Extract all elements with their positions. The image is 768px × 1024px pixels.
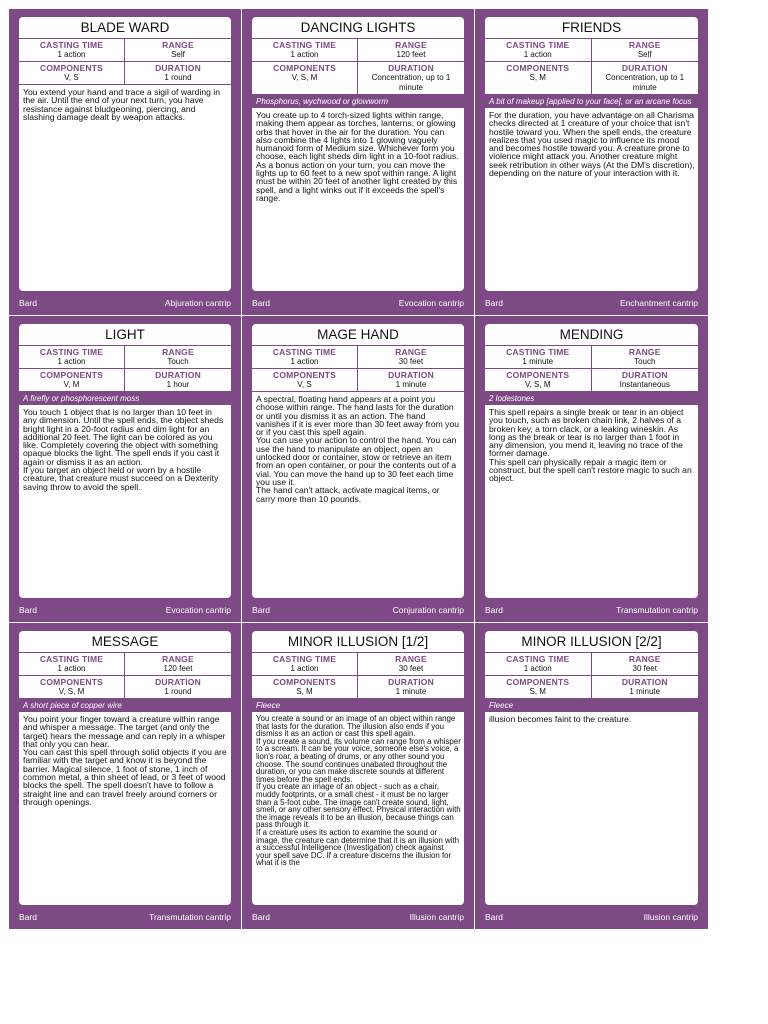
- card-footer: [252, 293, 464, 315]
- duration-cell: [592, 676, 699, 698]
- casting-time-value: 1 action: [523, 664, 552, 673]
- duration-value: 1 round: [164, 73, 192, 82]
- duration-value: 1 minute: [629, 687, 661, 696]
- range-value: Touch: [634, 357, 656, 366]
- components-cell: [19, 369, 125, 391]
- class-name: Bard: [19, 912, 37, 922]
- duration-label: DURATION: [388, 63, 434, 73]
- material-component: Fleece: [485, 699, 698, 712]
- components-value: S, M: [529, 73, 546, 82]
- spell-title: MINOR ILLUSION [1/2]: [252, 631, 464, 653]
- description-paragraph: You create up to 4 torch-sized lights within range, making them appear as torches, lanterns, or glowing orbs that hover in the air for the duration. You can also combine the 4 lights into 1 glowing vaguely humanoid form of Medium size. Whichever form you choose, each light sheds dim light in a 10-foot radius.: [256, 110, 459, 162]
- description-paragraph: If you target an object held or worn by a hostile creature, that creature must succeed on a Dexterity saving throw to avoid the spell.: [23, 465, 219, 492]
- card-body: [485, 631, 698, 905]
- spell-description: [252, 108, 464, 202]
- description-paragraph: As a bonus action on your turn, you can move the lights up to 60 feet to a new spot within range. A light must be within 20 feet of another light created by this spell, and a light winks out if it exceeds the spell's range.: [256, 159, 458, 203]
- components-value: V, S: [64, 73, 79, 82]
- casting-time-cell: [485, 346, 592, 369]
- casting-time-value: 1 action: [523, 50, 552, 59]
- spell-stats: [19, 39, 231, 85]
- card-body: [252, 324, 464, 598]
- duration-label: DURATION: [155, 63, 201, 73]
- duration-value: 1 hour: [166, 380, 190, 389]
- casting-time-label: CASTING TIME: [506, 40, 570, 50]
- range-label: RANGE: [628, 654, 661, 664]
- components-cell: [485, 369, 592, 391]
- components-value: S, M: [296, 687, 313, 696]
- duration-label: DURATION: [621, 63, 668, 73]
- range-value: 30 feet: [398, 357, 424, 366]
- duration-cell: [358, 676, 464, 698]
- spell-title: MESSAGE: [19, 631, 231, 653]
- components-label: COMPONENTS: [506, 370, 570, 380]
- description-paragraph: You can use your action to control the hand. You can use the hand to manipulate an object, open an unlocked door or container, stow or retrieve an item from an open container, or pour the contents out of a vial. You can move the hand up to 30 feet each time you use it.: [256, 435, 457, 487]
- range-value: 120 feet: [163, 664, 193, 673]
- components-cell: [252, 676, 358, 698]
- duration-value: Concentration, up to 1 minute: [371, 73, 451, 92]
- spell-card: [242, 623, 475, 930]
- components-cell: [252, 62, 358, 94]
- duration-cell: [125, 62, 231, 84]
- description-paragraph: You create a sound or an image of an object within range that lasts for the duration. The illusion also ends if you dismiss it as an action or cast this spell again.: [256, 714, 456, 739]
- range-cell: [592, 39, 699, 62]
- class-name: Bard: [485, 912, 503, 922]
- components-value: V, S, M: [525, 380, 551, 389]
- spell-stats: [19, 346, 231, 392]
- class-name: Bard: [19, 605, 37, 615]
- range-cell: [125, 346, 231, 369]
- spell-school: Evocation cantrip: [398, 298, 464, 308]
- range-label: RANGE: [162, 654, 194, 664]
- card-footer: [485, 293, 698, 315]
- casting-time-label: CASTING TIME: [506, 347, 570, 357]
- range-cell: [592, 653, 699, 676]
- spell-school: Illusion cantrip: [409, 912, 464, 922]
- components-value: V, S, M: [291, 73, 318, 82]
- duration-value: 1 round: [164, 687, 192, 696]
- description-paragraph: The hand can't attack, activate magical items, or carry more than 10 pounds.: [256, 485, 440, 504]
- class-name: Bard: [485, 605, 503, 615]
- casting-time-cell: [252, 653, 358, 676]
- card-footer: [252, 907, 464, 929]
- components-label: COMPONENTS: [506, 677, 570, 687]
- casting-time-cell: [19, 39, 125, 62]
- spell-school: Transmutation cantrip: [149, 912, 231, 922]
- casting-time-cell: [485, 653, 592, 676]
- components-cell: [252, 369, 358, 391]
- description-paragraph: You touch 1 object that is no larger than 10 feet in any dimension. Until the spell ends, the object sheds bright light in a 20-foot radius and dim light for an additional 20 feet. The light can be colored as you like. Completely covering the object with something opaque blocks the light. The spell ends if you cast it again or dismiss it as an action.: [23, 407, 224, 467]
- casting-time-label: CASTING TIME: [272, 654, 337, 664]
- spell-school: Enchantment cantrip: [620, 298, 698, 308]
- spell-description: [252, 392, 464, 503]
- casting-time-label: CASTING TIME: [272, 40, 337, 50]
- casting-time-label: CASTING TIME: [39, 654, 104, 664]
- class-name: Bard: [485, 298, 503, 308]
- spell-stats: [485, 653, 698, 699]
- description-paragraph: If a creature uses its action to examine the sound or image, the creature can determine that it is an illusion with a successful Intelligence (Investigation) check against your spell save DC. If a creature discerns the illusion for what it is the: [256, 827, 460, 868]
- card-footer: [252, 600, 464, 622]
- description-paragraph: A spectral, floating hand appears at a point you choose within range. The hand lasts for the duration or until you dismiss it as an action. The hand vanishes if it is ever more than 30 feet away from you or if you cast this spell again.: [256, 394, 460, 438]
- range-cell: [358, 653, 464, 676]
- duration-cell: [358, 369, 464, 391]
- spell-title: MENDING: [485, 324, 698, 346]
- duration-cell: [592, 62, 699, 94]
- components-label: COMPONENTS: [40, 370, 103, 380]
- material-component: A firefly or phosphorescent moss: [19, 392, 231, 405]
- spell-stats: [252, 346, 464, 392]
- description-paragraph: This spell can physically repair a magic item or construct, but the spell can't restore magic to such an object.: [489, 456, 692, 484]
- spell-stats: [485, 39, 698, 95]
- casting-time-label: CASTING TIME: [39, 347, 104, 357]
- card-body: [19, 324, 231, 598]
- card-body: [252, 17, 464, 291]
- card-body: [485, 324, 698, 598]
- card-footer: [19, 907, 231, 929]
- duration-label: DURATION: [621, 370, 668, 380]
- components-label: COMPONENTS: [273, 677, 336, 687]
- range-value: 30 feet: [632, 664, 657, 673]
- spell-title: MINOR ILLUSION [2/2]: [485, 631, 698, 653]
- spell-description: [19, 712, 231, 806]
- range-cell: [125, 653, 231, 676]
- class-name: Bard: [19, 298, 37, 308]
- class-name: Bard: [252, 912, 270, 922]
- class-name: Bard: [252, 605, 270, 615]
- range-label: RANGE: [395, 40, 427, 50]
- spell-title: BLADE WARD: [19, 17, 231, 39]
- casting-time-value: 1 action: [290, 50, 319, 59]
- range-label: RANGE: [628, 347, 661, 357]
- casting-time-value: 1 minute: [522, 357, 554, 366]
- duration-cell: [592, 369, 699, 391]
- card-footer: [485, 600, 698, 622]
- spell-title: FRIENDS: [485, 17, 698, 39]
- spell-card: [9, 9, 242, 316]
- description-paragraph: illusion becomes faint to the creature.: [489, 714, 632, 724]
- components-cell: [19, 62, 125, 84]
- duration-cell: [125, 369, 231, 391]
- range-cell: [358, 346, 464, 369]
- duration-cell: [125, 676, 231, 698]
- spell-title: DANCING LIGHTS: [252, 17, 464, 39]
- description-paragraph: If you create an image of an object - such as a chair, muddy footprints, or a small chest - it must be no larger than a 5-foot cube. The image can't create sound, light, smell, or any other sensory effect. Physical interaction with the image reveals it to be an illusion, because things can pass through it.: [256, 782, 461, 830]
- range-cell: [125, 39, 231, 62]
- duration-label: DURATION: [388, 370, 434, 380]
- card-body: [252, 631, 464, 905]
- casting-time-cell: [485, 39, 592, 62]
- card-footer: [19, 293, 231, 315]
- range-label: RANGE: [395, 347, 427, 357]
- spell-stats: [485, 346, 698, 392]
- spell-card: [475, 9, 708, 316]
- spell-stats: [252, 653, 464, 699]
- casting-time-cell: [19, 653, 125, 676]
- casting-time-cell: [19, 346, 125, 369]
- spell-card: [9, 316, 242, 623]
- duration-value: Instantaneous: [619, 380, 670, 389]
- casting-time-value: 1 action: [57, 50, 86, 59]
- components-label: COMPONENTS: [273, 370, 336, 380]
- spell-description: [19, 405, 231, 491]
- spell-card: [475, 316, 708, 623]
- material-component: A bit of makeup [applied to your face], or an arcane focus: [485, 95, 698, 108]
- spell-card: [9, 623, 242, 930]
- spell-stats: [252, 39, 464, 95]
- range-value: Self: [637, 50, 652, 59]
- components-value: V, M: [63, 380, 80, 389]
- card-body: [19, 631, 231, 905]
- spell-card: [242, 316, 475, 623]
- duration-value: 1 minute: [395, 687, 427, 696]
- description-paragraph: You point your finger toward a creature within range and whisper a message. The target (and only the target) hears the message and can reply in a whisper that only you can hear.: [23, 714, 226, 749]
- description-paragraph: For the duration, you have advantage on all Charisma checks directed at 1 creature of your choice that isn't hostile toward you. When the spell ends, the creature realizes that you used magic to influence its mood and becomes hostile toward you. A creature prone to violence might attack you. Another creature might seek retribution in other ways (At the DM's discretion), depending on the nature of your interaction with it.: [489, 110, 695, 179]
- duration-label: DURATION: [155, 677, 201, 687]
- range-label: RANGE: [162, 347, 194, 357]
- casting-time-value: 1 action: [290, 357, 319, 366]
- spell-description: [485, 712, 698, 723]
- components-value: S, M: [529, 687, 546, 696]
- spell-school: Illusion cantrip: [643, 912, 698, 922]
- range-label: RANGE: [395, 654, 427, 664]
- class-name: Bard: [252, 298, 270, 308]
- spell-card-sheet: [9, 9, 708, 930]
- duration-label: DURATION: [155, 370, 201, 380]
- card-footer: [19, 600, 231, 622]
- components-cell: [19, 676, 125, 698]
- range-value: Touch: [167, 357, 189, 366]
- components-label: COMPONENTS: [273, 63, 336, 73]
- components-label: COMPONENTS: [506, 63, 570, 73]
- casting-time-label: CASTING TIME: [39, 40, 104, 50]
- description-paragraph: You extend your hand and trace a sigil of warding in the air. Until the end of your next turn, you have resistance against bludgeoning, piercing, and slashing damage dealt by weapon attacks.: [23, 87, 220, 122]
- spell-school: Transmutation cantrip: [616, 605, 698, 615]
- duration-label: DURATION: [388, 677, 434, 687]
- components-label: COMPONENTS: [40, 63, 103, 73]
- range-cell: [358, 39, 464, 62]
- range-value: 30 feet: [398, 664, 424, 673]
- spell-description: [19, 85, 231, 121]
- spell-school: Evocation cantrip: [165, 605, 231, 615]
- components-label: COMPONENTS: [40, 677, 103, 687]
- material-component: A short piece of copper wire: [19, 699, 231, 712]
- description-paragraph: If you create a sound, its volume can range from a whisper to a scream. It can be your voice, someone else's voice, a lion's roar, a beating of drums, or any other sound you choose. The sound continues unabated throughout the duration, or you can make discrete sounds at different times before the spell ends.: [256, 736, 461, 784]
- card-body: [485, 17, 698, 291]
- casting-time-value: 1 action: [57, 357, 86, 366]
- spell-description: [485, 108, 698, 177]
- spell-title: MAGE HAND: [252, 324, 464, 346]
- casting-time-value: 1 action: [290, 664, 319, 673]
- material-component: Fleece: [252, 699, 464, 712]
- duration-value: 1 minute: [395, 380, 427, 389]
- components-cell: [485, 676, 592, 698]
- range-cell: [592, 346, 699, 369]
- card-footer: [485, 907, 698, 929]
- components-cell: [485, 62, 592, 94]
- spell-school: Conjuration cantrip: [392, 605, 464, 615]
- range-value: 120 feet: [396, 50, 426, 59]
- material-component: Phosphorus, wychwood or glowworm: [252, 95, 464, 108]
- casting-time-cell: [252, 39, 358, 62]
- range-label: RANGE: [162, 40, 194, 50]
- components-value: V, S, M: [58, 687, 85, 696]
- description-paragraph: You can cast this spell through solid objects if you are familiar with the target and know it is beyond the barrier. Magical silence, 1 foot of stone, 1 inch of common metal, a thin sheet of lead, or 3 feet of wood blocks the spell. The spell doesn't have to follow a straight line and can travel freely around corners or through openings.: [23, 747, 227, 807]
- casting-time-cell: [252, 346, 358, 369]
- casting-time-value: 1 action: [57, 664, 86, 673]
- duration-value: Concentration, up to 1 minute: [605, 73, 685, 92]
- spell-card: [242, 9, 475, 316]
- description-paragraph: This spell repairs a single break or tear in an object you touch, such as broken chain link, 2 halves of a broken key, a torn clack, or a leaking wineskin. As long as the break or tear is no larger than 1 foot in any dimension, you mend it, leaving no trace of the former damage.: [489, 407, 684, 459]
- spell-description: [485, 405, 698, 483]
- duration-label: DURATION: [621, 677, 668, 687]
- casting-time-label: CASTING TIME: [506, 654, 570, 664]
- spell-description: [252, 712, 464, 867]
- components-value: V, S: [297, 380, 312, 389]
- spell-stats: [19, 653, 231, 699]
- range-label: RANGE: [628, 40, 661, 50]
- card-body: [19, 17, 231, 291]
- duration-cell: [358, 62, 464, 94]
- material-component: 2 lodestones: [485, 392, 698, 405]
- spell-card: [475, 623, 708, 930]
- spell-school: Abjuration cantrip: [164, 298, 231, 308]
- range-value: Self: [171, 50, 185, 59]
- casting-time-label: CASTING TIME: [272, 347, 337, 357]
- spell-title: LIGHT: [19, 324, 231, 346]
